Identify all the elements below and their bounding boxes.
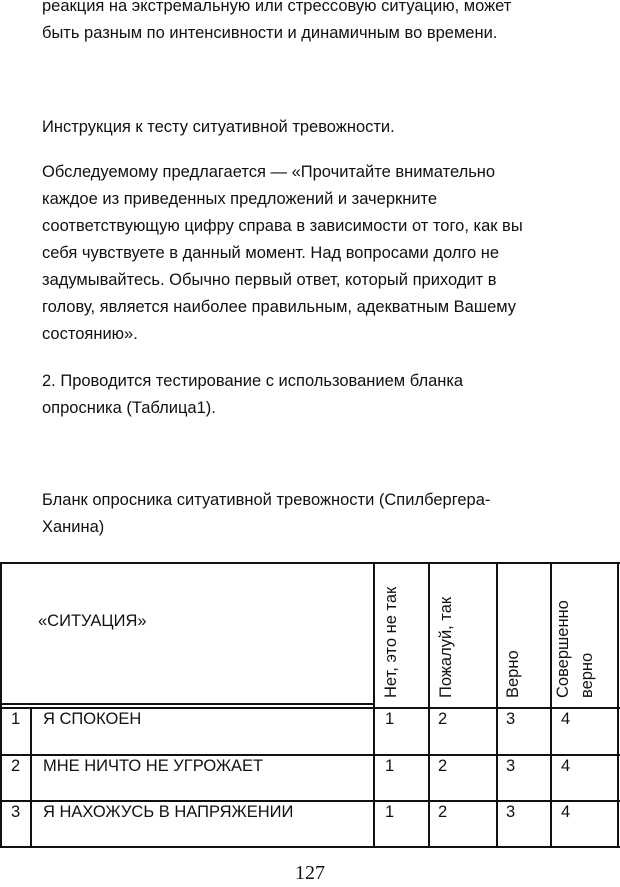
questionnaire-table: [0, 562, 620, 848]
score-cell[interactable]: 1: [385, 803, 395, 821]
intro-paragraph: [42, 0, 572, 47]
text-line: реакция на экстремальную или стрессовую ситуацию, может: [42, 0, 512, 15]
table-border-top: [0, 562, 620, 564]
text-line: 2. Проводится тестирование с использованием бланка: [42, 372, 464, 390]
answer-header-true: Верно: [504, 650, 522, 698]
answer-header-perhaps: Пожалуй, так: [437, 596, 455, 698]
row-text: Я НАХОЖУСЬ В НАПРЯЖЕНИИ: [43, 803, 294, 821]
instruction-heading: Инструкция к тесту ситуативной тревожности.: [42, 118, 395, 136]
score-cell[interactable]: 4: [561, 803, 571, 821]
text-line: Обследуемому предлагается — «Прочитайте внимательно: [42, 163, 496, 181]
row-number: 3: [11, 803, 21, 821]
score-cell[interactable]: 3: [506, 710, 516, 728]
score-cell[interactable]: 4: [561, 710, 571, 728]
step-paragraph: [42, 368, 572, 422]
score-cell[interactable]: 2: [438, 710, 448, 728]
answer-header-completely-line2: верно: [578, 652, 596, 698]
situation-header: «СИТУАЦИЯ»: [38, 612, 147, 630]
text-line: каждое из приведенных предложений и зачеркните: [42, 190, 438, 208]
table-column-divider: [496, 562, 498, 848]
table-column-divider: [428, 562, 430, 848]
instruction-paragraph: [42, 159, 572, 348]
page-number: 127: [295, 862, 325, 884]
text-line: задумывайтесь. Обычно первый ответ, который приходит в: [42, 271, 497, 289]
answer-header-completely: Совершенно: [554, 600, 572, 698]
score-cell[interactable]: 2: [438, 803, 448, 821]
text-line: быть разным по интенсивности и динамичным во времени.: [42, 24, 498, 42]
score-cell[interactable]: 3: [506, 803, 516, 821]
row-text: Я СПОКОЕН: [43, 710, 142, 728]
score-cell[interactable]: 2: [438, 757, 448, 775]
text-line: Бланк опросника ситуативной тревожности (Спилбергера-: [42, 491, 491, 509]
table-column-divider: [550, 562, 552, 848]
form-title: [42, 487, 572, 541]
row-number: 1: [11, 710, 21, 728]
text-line: опросника (Таблица1).: [42, 399, 216, 417]
table-header-divider: [0, 703, 374, 705]
score-cell[interactable]: 1: [385, 757, 395, 775]
score-cell[interactable]: 4: [561, 757, 571, 775]
row-number: 2: [11, 757, 21, 775]
table-border-left: [0, 562, 2, 848]
score-cell[interactable]: 1: [385, 710, 395, 728]
table-border-bottom: [0, 846, 620, 848]
score-cell[interactable]: 3: [506, 757, 516, 775]
text-line: голову, является наиболее правильным, адекватным Вашему: [42, 298, 517, 316]
table-column-divider: [373, 562, 375, 848]
table-border-right: [617, 562, 619, 848]
text-line: соответствующую цифру справа в зависимости от того, как вы: [42, 217, 523, 235]
table-column-divider: [30, 707, 32, 848]
answer-header-no: Нет, это не так: [382, 586, 400, 698]
text-line: себя чувствуете в данный момент. Над вопросами долго не: [42, 244, 500, 262]
row-text: МНЕ НИЧТО НЕ УГРОЖАЕТ: [43, 757, 264, 775]
text-line: Ханина): [42, 518, 105, 536]
text-line: состоянию».: [42, 325, 138, 343]
